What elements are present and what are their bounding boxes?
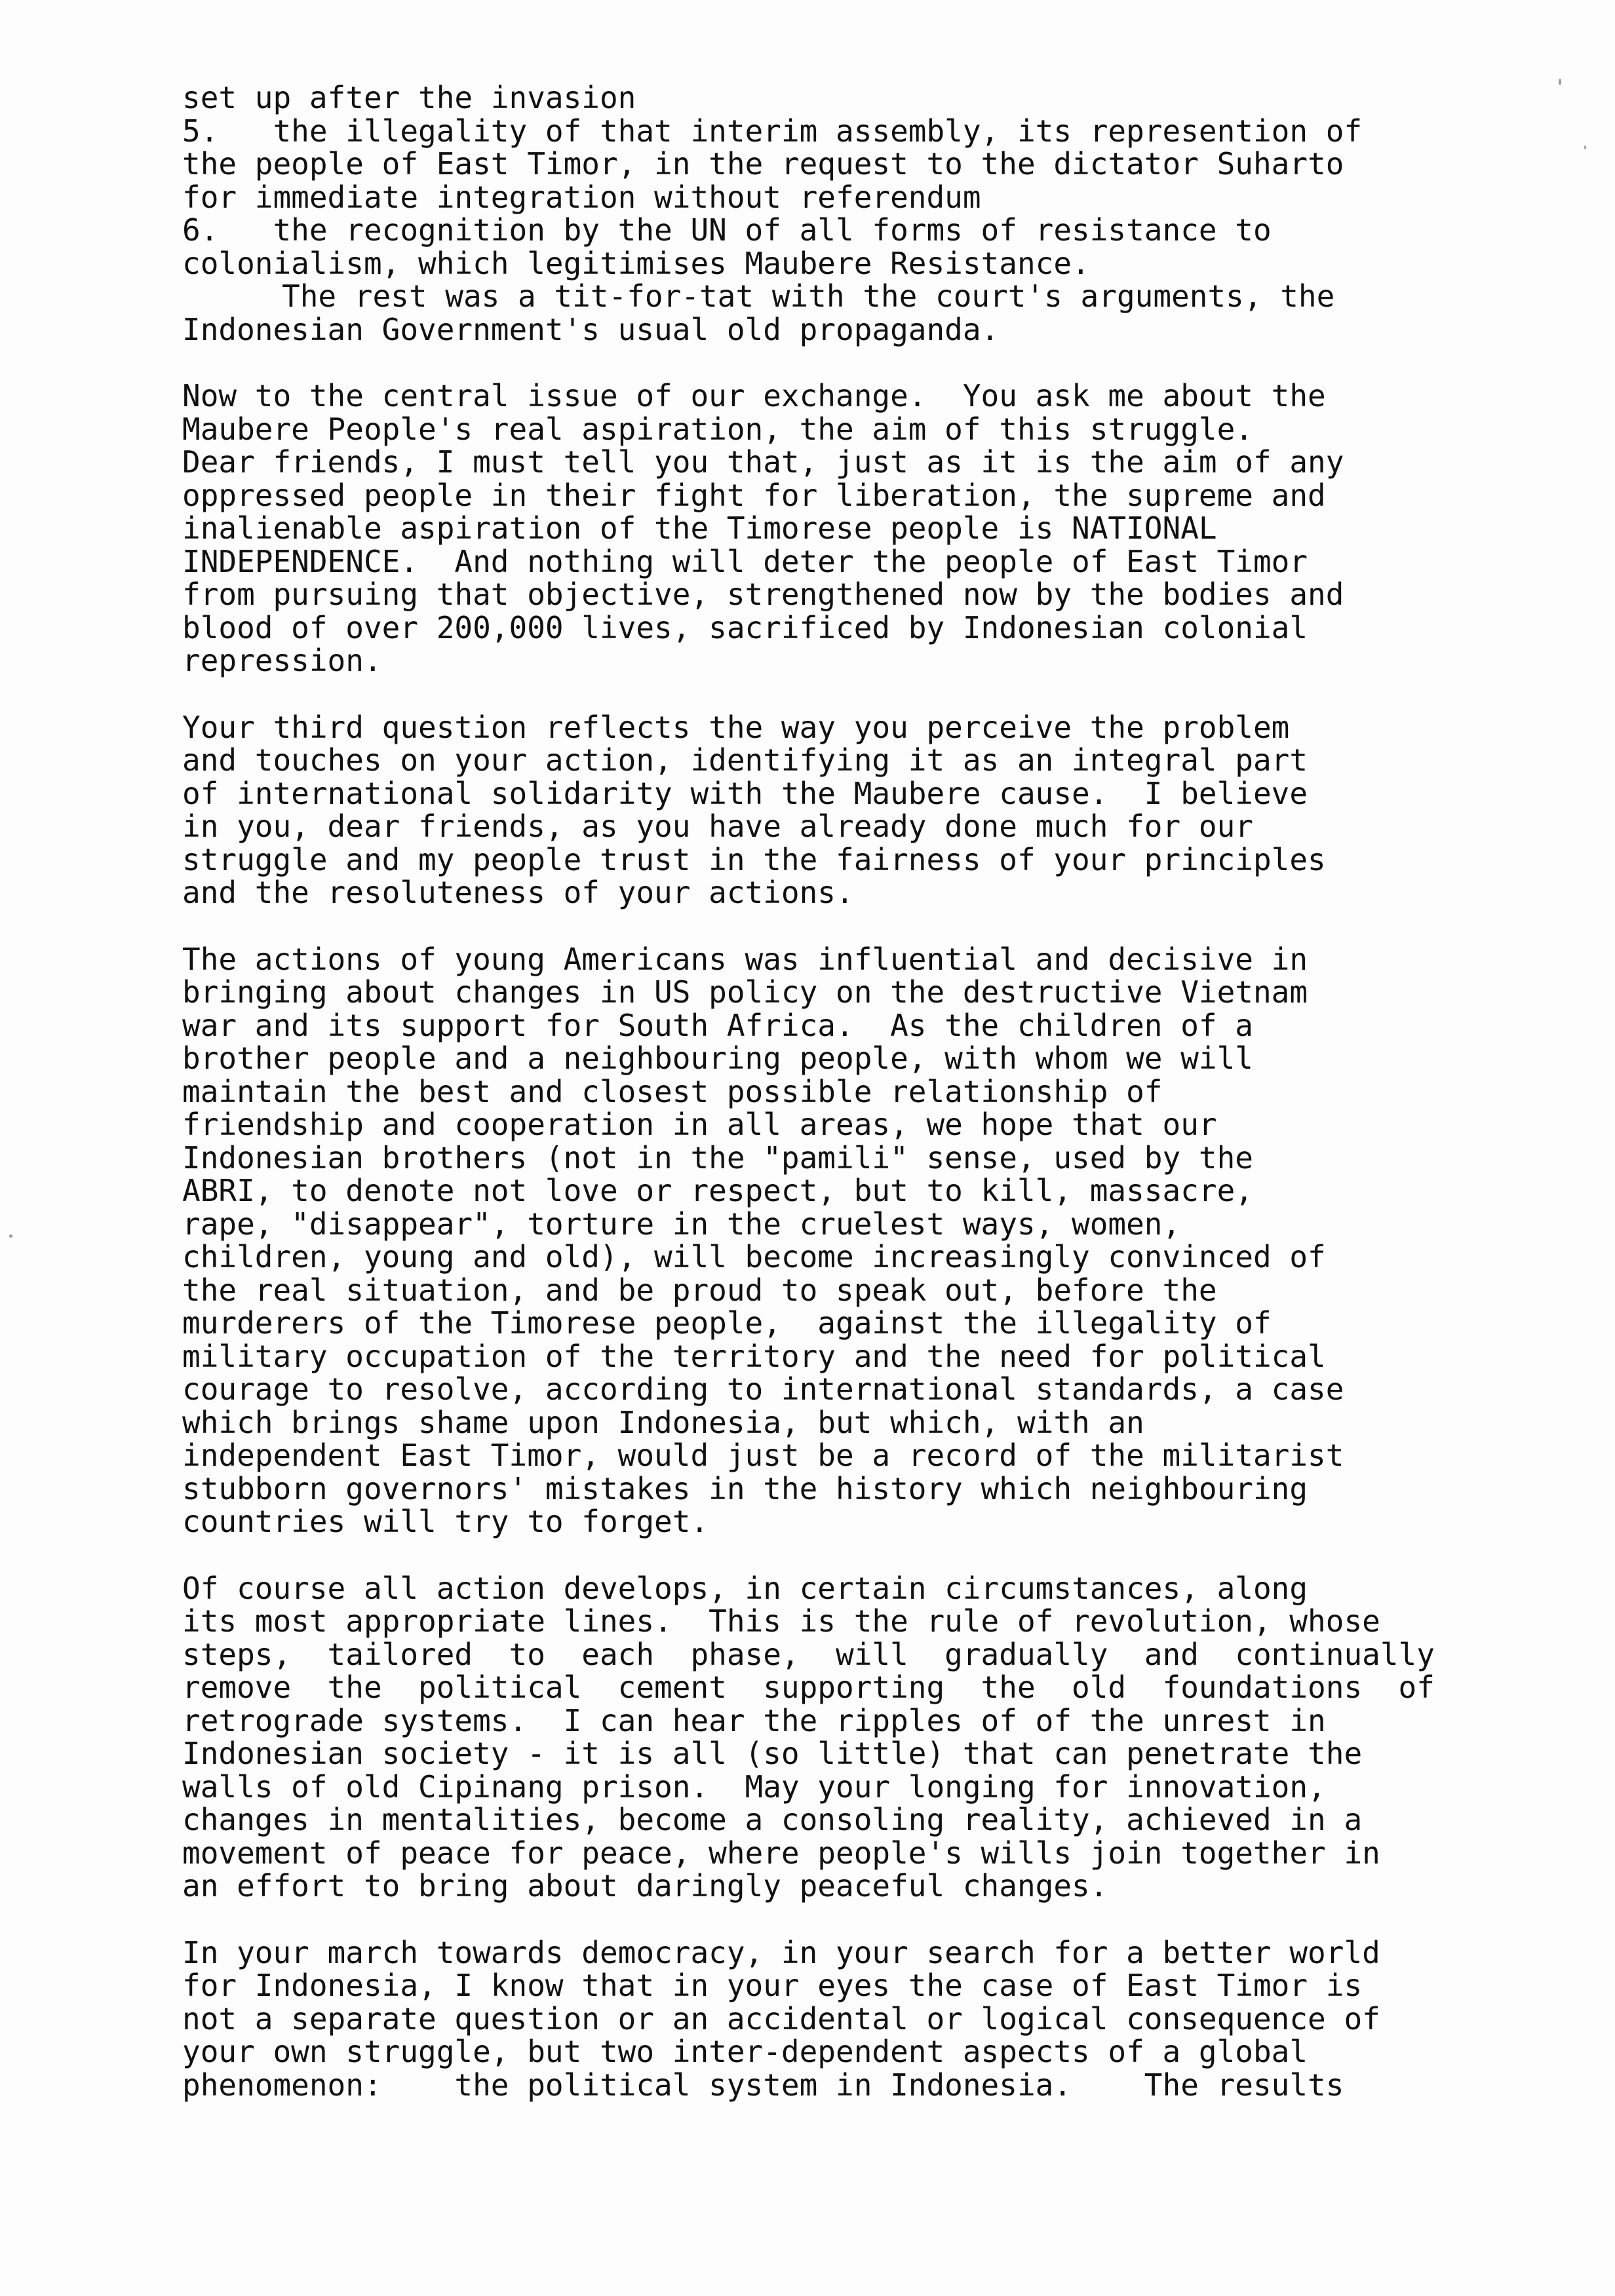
text-line: INDEPENDENCE. And nothing will deter the people of East Timor (182, 543, 1308, 579)
text-line: your own struggle, but two inter-dependent aspects of a global (182, 2034, 1308, 2069)
text-line: countries will try to forget. (182, 1504, 709, 1539)
text-line: murderers of the Timorese people, against the illegality of (182, 1305, 1272, 1341)
text-line: Dear friends, I must tell you that, just as it is the aim of any (182, 444, 1344, 480)
text-line: not a separate question or an accidental or logical consequence of (182, 2000, 1380, 2037)
text-line: Indonesian Government's usual old propaganda. (182, 311, 1000, 347)
text-line: rape, "disappear", torture in the cruelest ways, women, (182, 1206, 1181, 1242)
text-line: walls of old Cipinang prison. May your longing for innovation, (182, 1769, 1326, 1805)
scan-speck (1559, 79, 1561, 85)
text-line: phenomenon: the political system in Indonesia. The results (182, 2067, 1344, 2103)
text-line: war and its support for South Africa. As the children of a (182, 1007, 1253, 1043)
text-line: brother people and a neighbouring people, with whom we will (182, 1041, 1253, 1076)
text-line: retrograde systems. I can hear the ripples of of the unrest in (182, 1702, 1326, 1738)
paragraph (182, 379, 1480, 678)
text-line: for Indonesia, I know that in your eyes the case of East Timor is (182, 1968, 1363, 2003)
text-line: struggle and my people trust in the fairness of your principles (182, 841, 1326, 877)
text-line: Maubere People's real aspiration, the aim of this struggle. (182, 411, 1253, 447)
text-line: In your march towards democracy, in your search for a better world (182, 1934, 1380, 1970)
text-line: friendship and cooperation in all areas, we hope that our (182, 1107, 1217, 1142)
paragraph (182, 1572, 1480, 1903)
text-line: the real situation, and be proud to speak out, before the (182, 1272, 1217, 1308)
text-line: colonialism, which legitimises Maubere Resistance. (182, 245, 1090, 281)
text-line: Of course all action develops, in certain circumstances, along (182, 1570, 1308, 1606)
text-line: Your third question reflects the way you perceive the problem (182, 709, 1290, 745)
text-line: set up after the invasion (182, 80, 636, 115)
text-line: remove the political cement supporting the old foundations of (182, 1670, 1435, 1705)
text-line: and touches on your action, identifying it as an integral part (182, 742, 1308, 778)
text-line: Indonesian society - it is all (so little) that can penetrate the (182, 1736, 1363, 1771)
text-line: children, young and old), will become increasingly convinced of (182, 1239, 1326, 1274)
text-line: maintain the best and closest possible relationship of (182, 1073, 1163, 1109)
text-line: military occupation of the territory and the need for political (182, 1338, 1326, 1374)
text-line: repression. (182, 643, 382, 678)
text-line: which brings shame upon Indonesia, but which, with an (182, 1404, 1144, 1440)
text-line: movement of peace for peace, where people's wills join together in (182, 1835, 1380, 1871)
text-line: and the resoluteness of your actions. (182, 875, 854, 910)
text-line: from pursuing that objective, strengthened now by the bodies and (182, 577, 1344, 612)
text-line: stubborn governors' mistakes in the history which neighbouring (182, 1470, 1308, 1506)
text-line: courage to resolve, according to international standards, a case (182, 1371, 1344, 1407)
text-line: oppressed people in their fight for liberation, the supreme and (182, 477, 1326, 513)
text-line: Now to the central issue of our exchange. You ask me about the (182, 378, 1326, 413)
text-line: bringing about changes in US policy on the destructive Vietnam (182, 974, 1308, 1010)
text-line: for immediate integration without referendum (182, 179, 981, 215)
text-line: its most appropriate lines. This is the rule of revolution, whose (182, 1603, 1380, 1639)
text-line: the people of East Timor, in the request to the dictator Suharto (182, 146, 1344, 182)
text-line: independent East Timor, would just be a record of the militarist (182, 1438, 1344, 1473)
text-line: The actions of young Americans was influential and decisive in (182, 941, 1308, 977)
paragraph (182, 943, 1480, 1539)
text-line: steps, tailored to each phase, will gradually and continually (182, 1636, 1435, 1672)
text-line: an effort to bring about daringly peaceful changes. (182, 1868, 1108, 1904)
scan-speck (1584, 145, 1586, 149)
paragraph (182, 1936, 1480, 2102)
scan-speck (9, 1234, 12, 1238)
text-line: 6. the recognition by the UN of all forms of resistance to (182, 212, 1272, 248)
text-line: changes in mentalities, become a consoling reality, achieved in a (182, 1802, 1363, 1837)
text-line: in you, dear friends, as you have already done much for our (182, 809, 1253, 844)
text-line: inalienable aspiration of the Timorese people is NATIONAL (182, 510, 1217, 546)
text-line: 5. the illegality of that interim assembly, its represention of (182, 113, 1363, 149)
paragraph (182, 711, 1480, 909)
text-line: of international solidarity with the Maubere cause. I believe (182, 775, 1308, 811)
text-line: The rest was a tit-for-tat with the court's arguments, the (282, 278, 1335, 314)
text-line: blood of over 200,000 lives, sacrificed by Indonesian colonial (182, 609, 1308, 645)
paragraph (182, 81, 1480, 346)
text-line: ABRI, to denote not love or respect, but to kill, massacre, (182, 1173, 1253, 1208)
document-body (182, 81, 1480, 2135)
text-line: Indonesian brothers (not in the "pamili" sense, used by the (182, 1139, 1253, 1176)
